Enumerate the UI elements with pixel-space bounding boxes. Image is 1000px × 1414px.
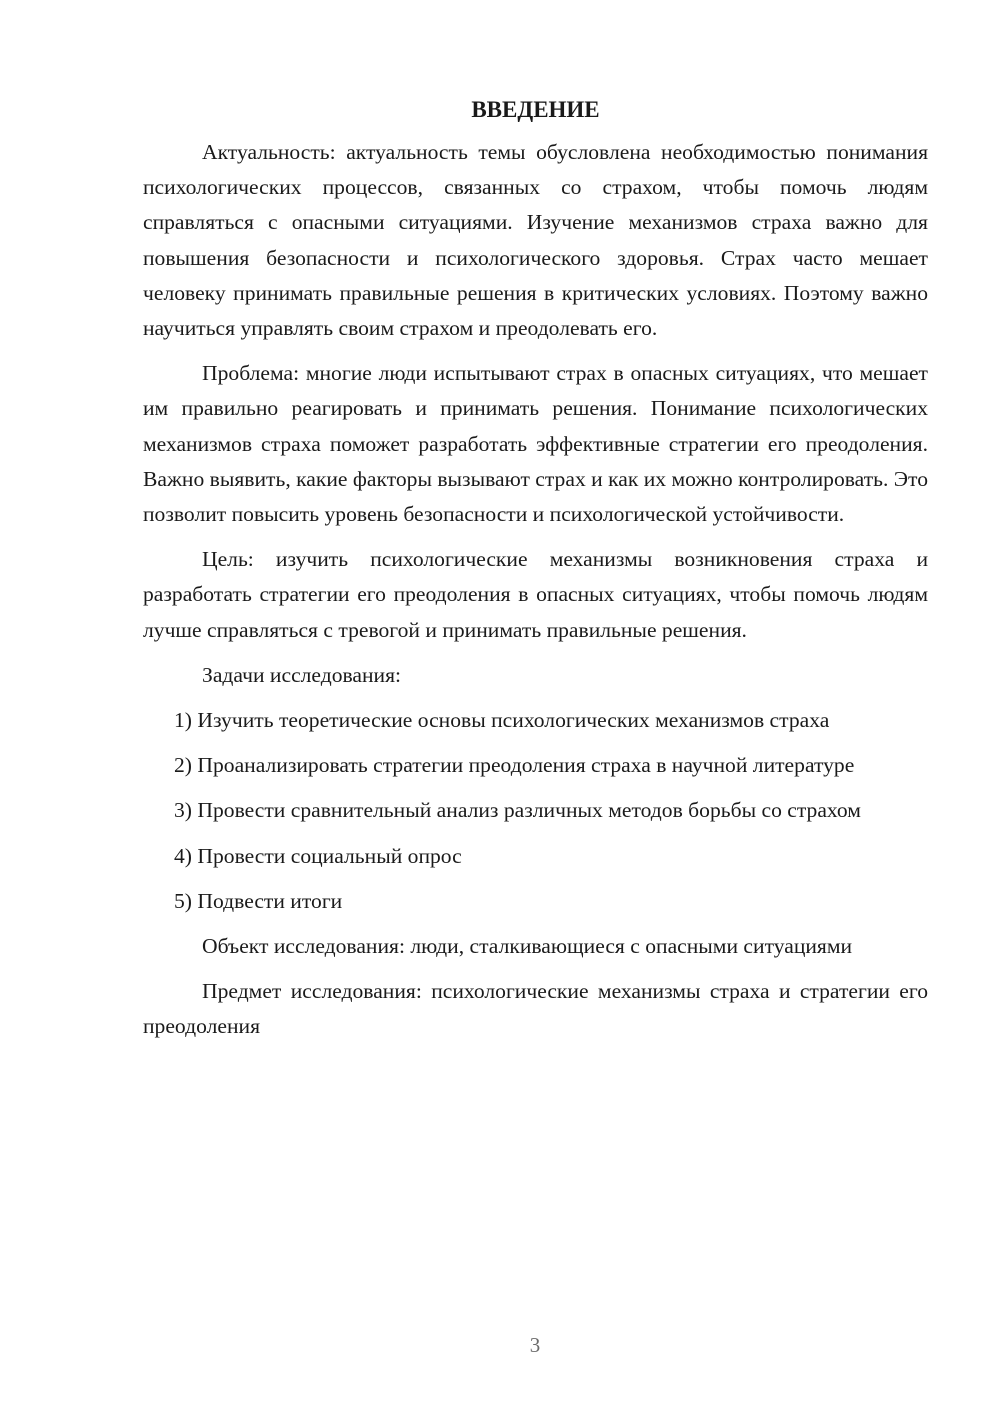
goal-paragraph: Цель: изучить психологические механизмы возникновения страха и разработать стратегии его преодоления в опасных ситуациях, чтобы помочь людям лучше справляться с тревогой и принимать правильные решения. xyxy=(143,547,928,642)
problem-paragraph: Проблема: многие люди испытывают страх в опасных ситуациях, что мешает им правильно реагировать и принимать решения. Понимание психологических механизмов страха поможет разработать эффективные стратегии его преодоления. Важно выявить, какие факторы вызывают страх и как их можно контролировать. Это позволит повысить уровень безопасности и психологической устойчивости. xyxy=(143,361,928,527)
relevance-paragraph: Актуальность: актуальность темы обусловлена необходимостью понимания психологических процессов, связанных со страхом, чтобы помочь людям справляться с опасными ситуациями. Изучение механизмов страха важно для повышения безопасности и психологического здоровья. Страх часто мешает человеку принимать правильные решения в критических условиях. Поэтому важно научиться управлять своим страхом и преодолевать его. xyxy=(143,140,928,341)
task-item-3: 3) Провести сравнительный анализ различных методов борьбы со страхом xyxy=(174,798,861,823)
task-item-4: 4) Провести социальный опрос xyxy=(174,843,462,868)
research-subject-paragraph: Предмет исследования: психологические механизмы страха и стратегии его преодоления xyxy=(143,979,928,1039)
page-number: 3 xyxy=(529,1333,541,1357)
task-item-1: 1) Изучить теоретические основы психологических механизмов страха xyxy=(174,708,830,733)
task-item-5: 5) Подвести итоги xyxy=(174,888,343,913)
tasks-heading: Задачи исследования: xyxy=(202,662,402,687)
task-item-2: 2) Проанализировать стратегии преодоления страха в научной литературе xyxy=(174,753,855,778)
page-title: ВВЕДЕНИЕ xyxy=(471,97,600,122)
research-object-paragraph: Объект исследования: люди, сталкивающиеся с опасными ситуациями xyxy=(202,934,853,959)
document-page xyxy=(143,92,928,1055)
